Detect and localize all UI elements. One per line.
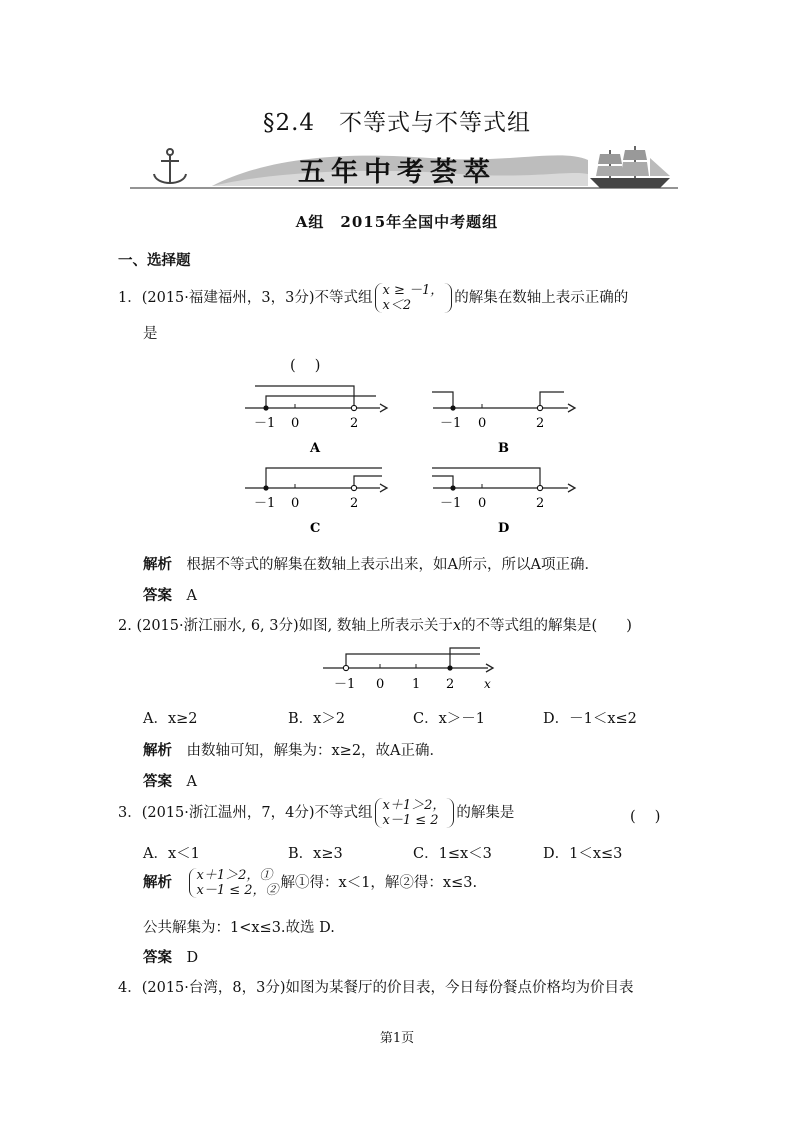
q2-var: x — [452, 618, 462, 634]
q2-tick-2: 0 — [376, 677, 385, 692]
question-3-stem — [118, 798, 514, 828]
q1-answer-paren: ( ) — [290, 358, 321, 374]
q3-sys-line-1: x＋1＞2， — [382, 798, 446, 813]
q3-answer-label: 答案 — [143, 949, 172, 966]
q1d-tick-3: 2 — [536, 496, 545, 511]
q2-number-line — [320, 640, 500, 696]
q1a-tick-3: 2 — [350, 416, 359, 431]
q1-answer-label: 答案 — [143, 587, 172, 604]
q2-stem-a: 2. (2015·浙江丽水, 6, 3分)如图, 数轴上所表示关于 — [118, 618, 453, 634]
q3-answer — [143, 946, 198, 967]
banner-title: 五年中考荟萃 — [298, 157, 496, 188]
q1-sys-line-2: x＜2 — [382, 298, 412, 313]
q2-analysis-label: 解析 — [143, 742, 172, 759]
q1-figure-d — [428, 460, 578, 540]
q1d-label: D — [498, 521, 510, 536]
q1c-label: C — [310, 521, 321, 536]
q2-stem-b: 的不等式组的解集是( ) — [461, 618, 632, 634]
q1b-tick-2: 0 — [478, 416, 487, 431]
q3-option-b[interactable]: B．x≥3 — [288, 846, 343, 862]
q2-analysis-text: 由数轴可知，解集为：x≥2，故A正确． — [186, 743, 445, 759]
q1-inequality-system — [375, 283, 453, 313]
q1-figure-a — [240, 380, 390, 460]
q3-analysis-label: 解析 — [143, 874, 172, 891]
q3-option-d[interactable]: D．1＜x≤3 — [543, 846, 623, 862]
q3-inequality-system — [375, 798, 455, 828]
page-title: §2.4 不等式与不等式组 — [262, 110, 532, 136]
question-2-stem — [118, 614, 632, 635]
q2-answer-label: 答案 — [143, 773, 172, 790]
q3-sys-line-2: x－1 ≤ 2 — [382, 813, 439, 828]
q2-option-c[interactable]: C．x＞－1 — [413, 711, 485, 727]
q1-analysis-label: 解析 — [143, 556, 172, 573]
q3-analysis-text: 解①得：x＜1，解②得：x≤3. — [280, 875, 478, 891]
q3-analysis — [143, 868, 477, 898]
q1-answer — [143, 584, 197, 605]
q3-option-a[interactable]: A．x＜1 — [143, 846, 200, 862]
q3-analysis-system — [189, 868, 279, 898]
q1-stem-a: 1．(2015·福建福州，3，3分)不等式组 — [118, 290, 373, 306]
q2-analysis — [143, 739, 444, 760]
q3-stem-a: 3．(2015·浙江温州，7，4分)不等式组 — [118, 805, 373, 821]
group-heading: A组 2015年全国中考题组 — [295, 213, 499, 231]
q1d-tick-1: －1 — [440, 496, 462, 511]
question-4-stem: 4．(2015·台湾，8，3分)如图为某餐厅的价目表，今日每份餐点价格均为价目表 — [118, 980, 634, 996]
q1a-tick-1: －1 — [254, 416, 276, 431]
q1c-tick-3: 2 — [350, 496, 359, 511]
q1-analysis-text: 根据不等式的解集在数轴上表示出来，如A所示，所以A项正确． — [186, 557, 599, 573]
q3-common-solution: 公共解集为：1<x≤3.故选 D. — [143, 920, 335, 936]
q1-analysis — [143, 553, 599, 574]
question-1-stem — [118, 283, 628, 313]
q1-answer-value: A — [186, 588, 197, 604]
q2-tick-3: 1 — [412, 677, 421, 692]
q1a-label: A — [310, 441, 321, 456]
q1a-tick-2: 0 — [291, 416, 300, 431]
q2-axis-label: x — [484, 677, 491, 691]
q1c-tick-2: 0 — [291, 496, 300, 511]
q3-option-c[interactable]: C．1≤x＜3 — [413, 846, 492, 862]
q3-sys2-line-1: x＋1＞2，① — [196, 868, 273, 883]
section-heading: 一、选择题 — [118, 252, 191, 269]
q1b-tick-1: －1 — [440, 416, 462, 431]
q2-tick-4: 2 — [446, 677, 455, 692]
q1b-label: B — [498, 441, 509, 456]
q1b-tick-3: 2 — [536, 416, 545, 431]
q2-option-b[interactable]: B．x＞2 — [288, 711, 346, 727]
q3-answer-paren: ( ) — [630, 809, 661, 825]
q3-stem-b: 的解集是 — [456, 805, 515, 821]
q2-answer — [143, 770, 197, 791]
q1-figure-c — [240, 460, 390, 540]
q3-answer-value: D — [186, 950, 199, 966]
page-number: 第1页 — [379, 1031, 415, 1046]
q1-stem-b: 的解集在数轴上表示正确的 — [454, 290, 629, 306]
q1-sys-line-1: x ≥ －1， — [382, 283, 444, 298]
q2-option-d[interactable]: D．－1＜x≤2 — [543, 711, 637, 727]
q1-stem-c: 是 — [143, 326, 158, 342]
q1c-tick-1: －1 — [254, 496, 276, 511]
q1d-tick-2: 0 — [478, 496, 487, 511]
q1-figure-b — [428, 380, 578, 460]
q3-sys2-line-2: x－1 ≤ 2，② — [196, 883, 279, 898]
q2-answer-value: A — [186, 774, 197, 790]
q2-tick-1: －1 — [334, 677, 356, 692]
q2-option-a[interactable]: A．x≥2 — [143, 711, 198, 727]
